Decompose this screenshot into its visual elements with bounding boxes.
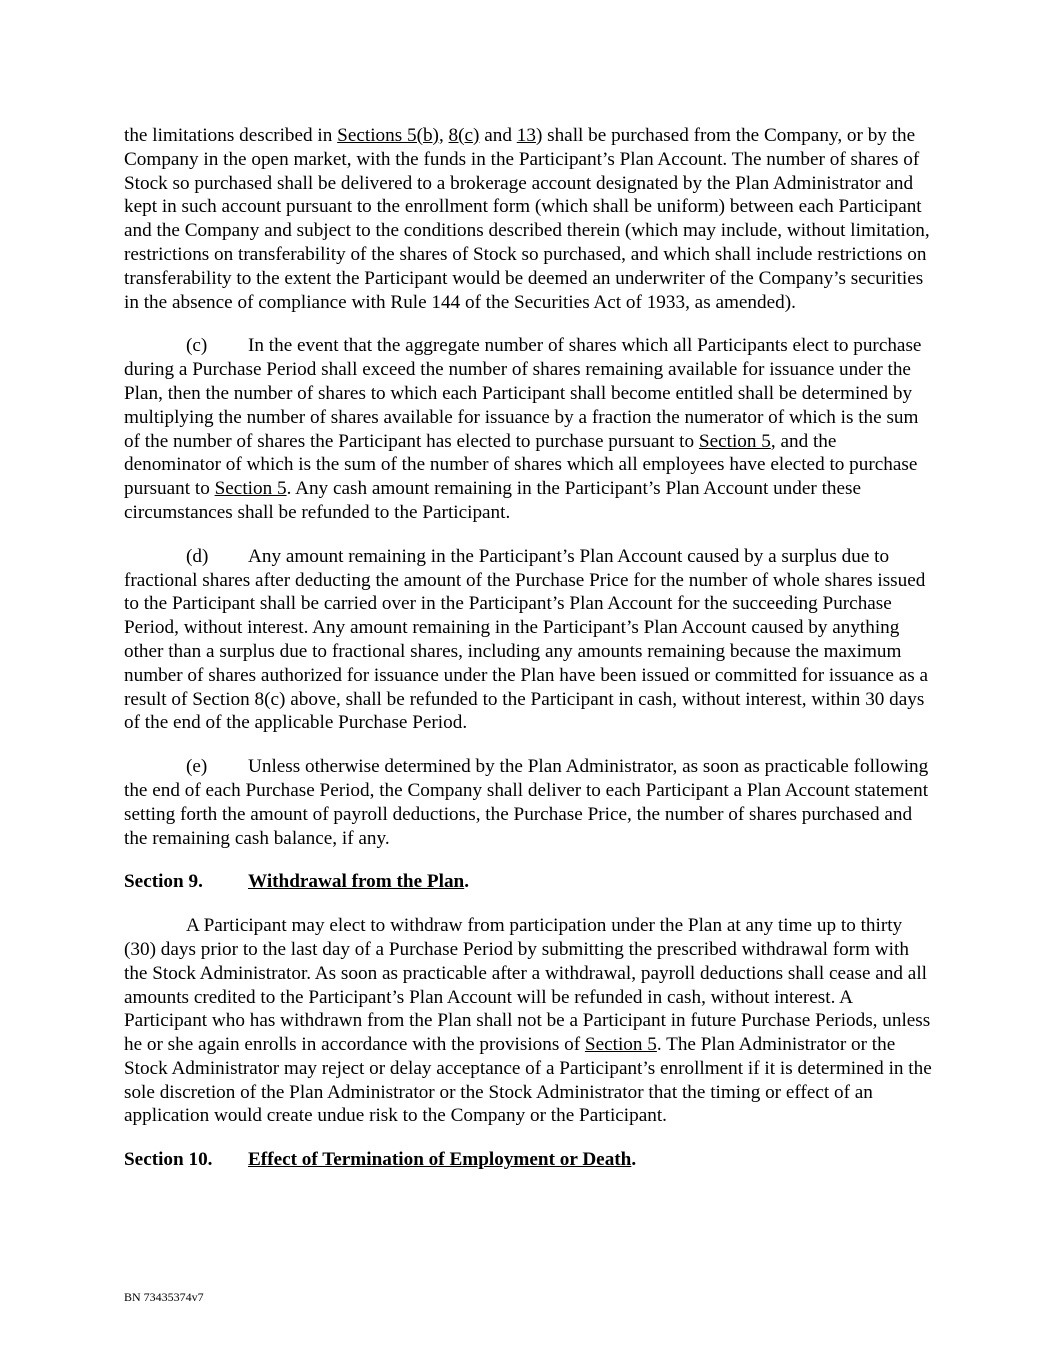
section-title: Withdrawal from the Plan bbox=[248, 871, 465, 893]
section-10-heading: Section 10. Effect of Termination of Employment or Death. bbox=[124, 1149, 637, 1171]
paragraph-e: (e) Unless otherwise determined by the Plan Administrator, as soon as practicable following the end of each Purchase Period, the Company shall deliver to each Participant a Plan Account statement setting forth the amount of payroll deductions, the Purchase Price, the number of shares purchased and the remaining cash balance, if any. bbox=[124, 756, 929, 849]
paragraph-c: (c) In the event that the aggregate number of shares which all Participants elect to purchase during a Purchase Period shall exceed the number of shares remaining available for issuance under the Plan, then the number of shares to which each Participant shall become entitled shall be determined by multiplying the number of shares available for issuance by a fraction the numerator of which is the sum of the number of shares the Participant has elected to purchase pursuant to Section 5, and the denominator of which is the sum of the number of shares which all employees have elected to purchase pursuant to Section 5. Any cash amount remaining in the Participant’s Plan Account under these circumstances shall be refunded to the Participant. bbox=[124, 335, 922, 523]
cross-reference-link[interactable]: Section 5 bbox=[698, 430, 771, 452]
section-title: Effect of Termination of Employment or Death bbox=[248, 1149, 632, 1171]
paragraph-b-continued: the limitations described in Sections 5(b), 8(c) and 13) shall be purchased from the Company, or by the Company in the open market, with the funds in the Participant’s Plan Account. The number of shares of Stock so purchased shall be delivered to a brokerage account designated by the Plan Administrator and kept in such account pursuant to the enrollment form (which shall be uniform) between each Participant and the Company and subject to the conditions described therein (which may include, without limitation, restrictions on transferability of the shares of Stock so purchased, and which shall include restrictions on transferability to the extent the Participant would be deemed an underwriter of the Company’s securities in the absence of compliance with Rule 144 of the Securities Act of 1933, as amended). bbox=[124, 125, 930, 313]
paragraph-d: (d) Any amount remaining in the Participant’s Plan Account caused by a surplus due to fractional shares after deducting the amount of the Purchase Price for the number of whole shares issued to the Participant shall be carried over in the Participant’s Plan Account for the succeeding Purchase Period, without interest. Any amount remaining in the Participant’s Plan Account caused by anything other than a surplus due to fractional shares, including any amounts remaining because the maximum number of shares authorized for issuance under the Plan have been issued or committed for issuance as a result of Section 8(c) above, shall be refunded to the Participant in cash, without interest, within 30 days of the end of the applicable Purchase Period. bbox=[124, 545, 929, 734]
document-page bbox=[124, 124, 932, 1192]
paragraph-section-9: A Participant may elect to withdraw from participation under the Plan at any time up to thirty (30) days prior to the last day of a Purchase Period by submitting the prescribed withdrawal form with the Stock Administrator. As soon as practicable after a withdrawal, payroll deductions shall cease and all amounts credited to the Participant’s Plan Account will be refunded in cash, without interest. A Participant who has withdrawn from the Plan shall not be a Participant in future Purchase Periods, unless he or she again enrolls in accordance with the provisions of Section 5. The Plan Administrator or the Stock Administrator may reject or delay acceptance of a Participant’s enrollment if it is determined in the sole discretion of the Plan Administrator or the Stock Administrator that the timing or effect of an application would create undue risk to the Company or the Participant. bbox=[124, 915, 932, 1127]
paragraph-label: (d) bbox=[186, 545, 209, 567]
cross-reference-link[interactable]: 8(c) bbox=[448, 125, 480, 146]
cross-reference-link[interactable]: 13 bbox=[516, 125, 536, 146]
cross-reference-link[interactable]: Section 5 bbox=[584, 1034, 657, 1056]
paragraph-label: (e) bbox=[186, 756, 208, 778]
section-number: Section 9. bbox=[124, 871, 203, 893]
cross-reference-link[interactable]: Section 5 bbox=[214, 478, 287, 500]
section-number: Section 10. bbox=[124, 1149, 213, 1171]
document-footer-id: BN 73435374v7 bbox=[124, 1290, 204, 1304]
paragraph-label: (c) bbox=[186, 335, 208, 357]
section-9-heading: Section 9. Withdrawal from the Plan. bbox=[124, 871, 470, 893]
cross-reference-link[interactable]: Sections 5(b) bbox=[337, 125, 439, 146]
